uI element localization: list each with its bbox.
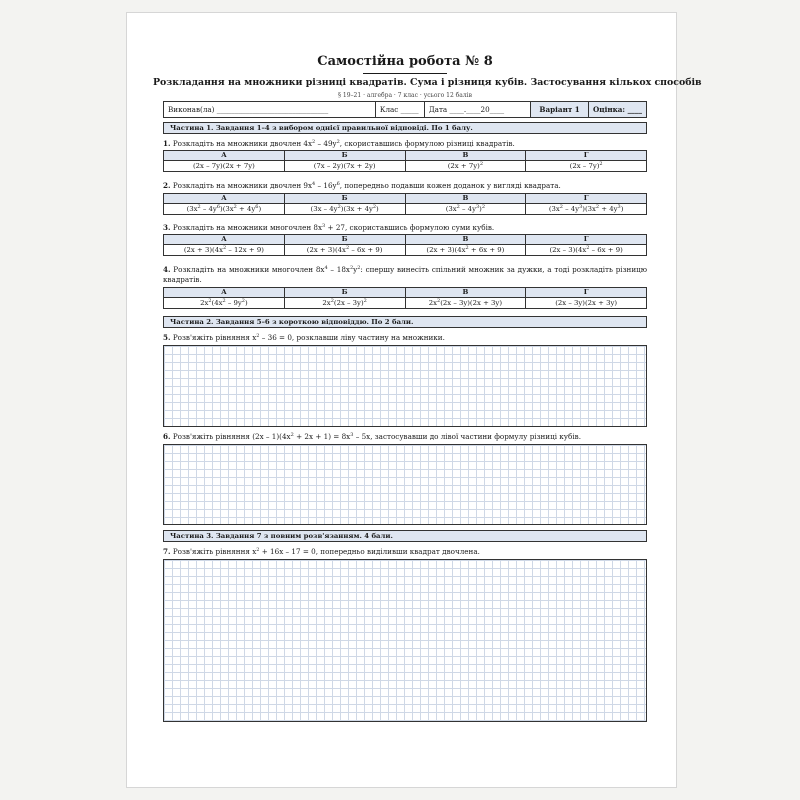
answer-option[interactable]: (2x – 7y)$^2$ (526, 161, 647, 172)
option-b-label: Б (284, 194, 405, 204)
task-7: 7. Розв'яжіть рівняння $x^2 + 16x - 17 = 0$, попередньо виділивши квадрат двочлена. (163, 547, 480, 556)
option-c-label: В (405, 151, 526, 161)
option-b-label: Б (284, 235, 405, 245)
answer-option[interactable]: (2x – 7y)(2x + 7y) (164, 161, 285, 172)
option-d-label: Г (526, 151, 647, 161)
student-name-field[interactable]: Виконав(ла) _______________________________ (164, 102, 376, 118)
option-b-label: Б (284, 151, 405, 161)
option-c-label: В (405, 194, 526, 204)
answer-option[interactable]: $2x^2(4x^2 - 9y^2)$ (164, 298, 285, 309)
task-number: 4. (163, 265, 171, 274)
section-part-1: Частина 1. Завдання 1–4 з вибором однієї правильної відповіді. По 1 балу. (163, 122, 647, 134)
task-6-answer-grid[interactable] (163, 444, 647, 525)
task-7-answer-grid[interactable] (163, 559, 647, 722)
answer-option[interactable]: (7x – 2y)(7x + 2y) (284, 161, 405, 172)
answer-option[interactable]: $(3x^2 - 4y^3)(3x^2 + 4y^3)$ (526, 204, 647, 215)
task-1: 1. Розкладіть на множники двочлен $4x^2 - 49y^2$, скориставшись формулою різниці квадратів. (163, 139, 515, 148)
option-a-label: А (164, 235, 285, 245)
task-3-answer-table (163, 234, 647, 256)
answer-option[interactable]: (2x – 3y)(2x + 3y) (526, 298, 647, 309)
answer-option[interactable]: $(2x + 3)(4x^2 + 6x + 9)$ (405, 245, 526, 256)
worksheet-page (126, 12, 702, 788)
page-title: Самостійна робота № 8 (317, 54, 493, 69)
answer-option[interactable]: $(2x - 3)(4x^2 - 6x + 9)$ (526, 245, 647, 256)
task-number: 3. (163, 223, 171, 232)
variant-label: Варіант 1 (531, 102, 589, 118)
task-number: 6. (163, 432, 171, 441)
option-b-label: Б (284, 288, 405, 298)
task-2: 2. Розкладіть на множники двочлен $9x^4 - 16y^6$, попередньо подавши кожен доданок у вигляді квадрата. (163, 181, 561, 190)
option-d-label: Г (526, 235, 647, 245)
grade-field[interactable]: Оцінка: ____ (589, 102, 647, 118)
page-subtitle: Розкладання на множники різниці квадратів. Сума і різниця кубів. Застосування кількох способів (153, 77, 702, 88)
answer-option[interactable]: $(2x + 7y)^2$ (405, 161, 526, 172)
task-5-answer-grid[interactable] (163, 345, 647, 427)
answer-option[interactable]: $(3x - 4y^2)(3x + 4y^2)$ (284, 204, 405, 215)
task-4: 4. Розкладіть на множники многочлен $8x^4 - 18x^2y^2$: спершу винесіть спільний множник за дужки, а тоді розкладіть різницю квадратів. (163, 265, 647, 284)
task-5: 5. Розв'яжіть рівняння $x^2 - 36 = 0$, розклавши ліву частину на множники. (163, 333, 445, 342)
option-d-label: Г (526, 288, 647, 298)
task-4-answer-table (163, 287, 647, 309)
option-a-label: А (164, 151, 285, 161)
task-3: 3. Розкладіть на множники многочлен $8x^3 + 27$, скориставшись формулою суми кубів. (163, 223, 495, 232)
answer-option[interactable]: $2x^2(2x - 3y)(2x + 3y)$ (405, 298, 526, 309)
task-number: 7. (163, 547, 171, 556)
option-c-label: В (405, 288, 526, 298)
student-header-table (163, 101, 647, 118)
task-2-answer-table (163, 193, 647, 215)
option-a-label: А (164, 194, 285, 204)
option-d-label: Г (526, 194, 647, 204)
title-underline (363, 73, 447, 74)
page-meta: § 19–21 · алгебра · 7 клас · усього 12 балів (338, 92, 472, 99)
option-a-label: А (164, 288, 285, 298)
option-c-label: В (405, 235, 526, 245)
section-part-2: Частина 2. Завдання 5–6 з короткою відповіддю. По 2 бали. (163, 316, 647, 328)
answer-option[interactable]: $(3x^2 - 4y^3)^2$ (405, 204, 526, 215)
answer-option[interactable]: $(3x^2 - 4y^6)(3x^2 + 4y^6)$ (164, 204, 285, 215)
task-number: 1. (163, 139, 171, 148)
task-1-answer-table (163, 150, 647, 172)
answer-option[interactable]: $(2x + 3)(4x^2 - 12x + 9)$ (164, 245, 285, 256)
class-field[interactable]: Клас _____ (375, 102, 424, 118)
task-6: 6. Розв'яжіть рівняння $(2x - 1)(4x^2 + 2x + 1) = 8x^3 - 5x$, застосувавши до лівої частини формулу різниці кубів. (163, 432, 581, 441)
section-part-3: Частина 3. Завдання 7 з повним розв'язанням. 4 бали. (163, 530, 647, 542)
task-number: 5. (163, 333, 171, 342)
date-field[interactable]: Дата ____.____20____ (424, 102, 530, 118)
answer-option[interactable]: $(2x + 3)(4x^2 - 6x + 9)$ (284, 245, 405, 256)
task-number: 2. (163, 181, 171, 190)
answer-option[interactable]: $2x^2(2x - 3y)^2$ (284, 298, 405, 309)
